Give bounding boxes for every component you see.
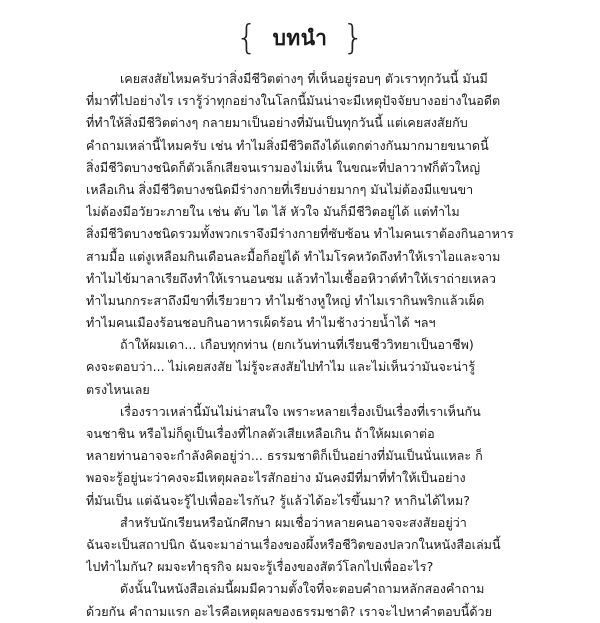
text-line: ไม่ต้องมีอวัยวะภายใน เช่น ตับ ไต ไส้ หัวใจ มันก็มีชีวิตอยู่ได้ แต่ทำไม [86, 204, 460, 220]
text-line: คงจะตอบว่า... ไม่เคยสงสัย ไม่รู้จะสงสัยไปทำไม และไม่เห็นว่ามันจะน่ารู้ [86, 359, 476, 375]
text-line: หลายท่านอาจจะกำลังคิดอยู่ว่า... ธรรมชาติก็เป็นอย่างที่มันเป็นนั่นแหละ ก็ [86, 448, 483, 464]
chapter-heading [0, 18, 600, 58]
right-brace-ornament: } [342, 18, 365, 58]
body-text [86, 68, 518, 623]
text-line: สิ่งมีชีวิตบางชนิดก็ตัวเล็กเสียจนเรามองไม่เห็น ในขณะที่ปลาวาฬก็ตัวใหญ่ [86, 159, 481, 175]
paragraph-first-line: ถ้าให้ผมเดา... เกือบทุกท่าน (ยกเว้นท่านที่เรียนชีววิทยาเป็นอาชีพ) [120, 337, 474, 353]
text-line: ไปทำไมกัน? ผมจะทำธุรกิจ ผมจะรู้เรื่องของสัตว์โลกไปเพื่ออะไร? [86, 559, 434, 575]
text-line: เหลือเกิน สิ่งมีชีวิตบางชนิดมีร่างกายที่เรียบง่ายมากๆ มันไม่ต้องมีแขนขา [86, 181, 474, 197]
paragraph-first-line: เคยสงสัยไหมครับว่าสิ่งมีชีวิตต่างๆ ที่เห็นอยู่รอบๆ ตัวเราทุกวันนี้ มันมี [120, 71, 488, 86]
chapter-title: บทนำ [272, 24, 328, 50]
text-line: ทำไมนกกระสาถึงมีขาที่เรียวยาว ทำไมช้างหูใหญ่ ทำไมเรากินพริกแล้วเผ็ด [86, 292, 485, 308]
text-line: ฉันจะเป็นสถาปนิก ฉันจะมาอ่านเรื่องของผึ้งหรือชีวิตของปลวกในหนังสือเล่มนี้ [86, 536, 501, 552]
text-line: ที่มันเป็น แต่ฉันจะรู้ไปเพื่ออะไรกัน? รู้แล้วได้อะไรขึ้นมา? หากินได้ไหม? [86, 492, 470, 508]
paragraph-first-line: เรื่องราวเหล่านี้มันไม่น่าสนใจ เพราะหลายเรื่องเป็นเรื่องที่เราเห็นกัน [120, 403, 481, 419]
text-line: ที่ทำให้สิ่งมีชีวิตต่างๆ กลายมาเป็นอย่างที่มันเป็นทุกวันนี้ แต่เคยสงสัยกับ [86, 115, 468, 131]
paragraph-first-line: สำหรับนักเรียนหรือนักศึกษา ผมเชื่อว่าหลายคนอาจจะสงสัยอยู่ว่า [120, 514, 467, 530]
text-line: ที่มาที่ไปอย่างไร เรารู้ว่าทุกอย่างในโลกนี้มันน่าจะมีเหตุปัจจัยบางอย่างในอดีต [86, 93, 501, 109]
text-line: ตรงไหนเลย [86, 381, 150, 397]
text-line: ด้วยกัน คำถามแรก อะไรคือเหตุผลของธรรมชาติ? เราจะไปหาคำตอบนี้ด้วย [86, 603, 492, 619]
text-line: ทำไมคนเมืองร้อนชอบกินอาหารเผ็ดร้อน ทำไมช้างว่ายน้ำได้ ฯลฯ [86, 315, 436, 331]
left-brace-ornament: { [235, 18, 258, 58]
text-line: คำถามเหล่านี้ไหมครับ เช่น ทำไมสิ่งมีชีวิตถึงได้แตกต่างกันมากมายขนาดนี้ [86, 137, 489, 153]
text-line: สามมื้อ แต่งูเหลือมกินเดือนละมื้อก็อยู่ได้ ทำไมโรคหวัดถึงทำให้เราไอและจาม [86, 248, 501, 264]
text-line: จนชาชิน หรือไม่ก็ดูเป็นเรื่องที่ไกลตัวเสียเหลือเกิน ถ้าให้ผมเดาต่อ [86, 426, 435, 441]
text-line: สิ่งมีชีวิตบางชนิดรวมทั้งพวกเราจึงมีร่างกายที่ซับซ้อน ทำไมคนเราต้องกินอาหาร [86, 226, 514, 242]
paragraph-first-line: ดังนั้นในหนังสือเล่มนี้ผมมีความตั้งใจที่จะตอบคำถามหลักสองคำถาม [120, 581, 485, 597]
text-line: ทำไมไข้มาลาเรียถึงทำให้เรานอนซม แล้วทำไมเชื้ออหิวาต์ทำให้เราถ่ายเหลว [86, 270, 496, 286]
text-line: พอจะรู้อยู่นะว่าคงจะมีเหตุผลอะไรสักอย่าง มันคงมีที่มาที่ทำให้เป็นอย่าง [86, 470, 466, 486]
